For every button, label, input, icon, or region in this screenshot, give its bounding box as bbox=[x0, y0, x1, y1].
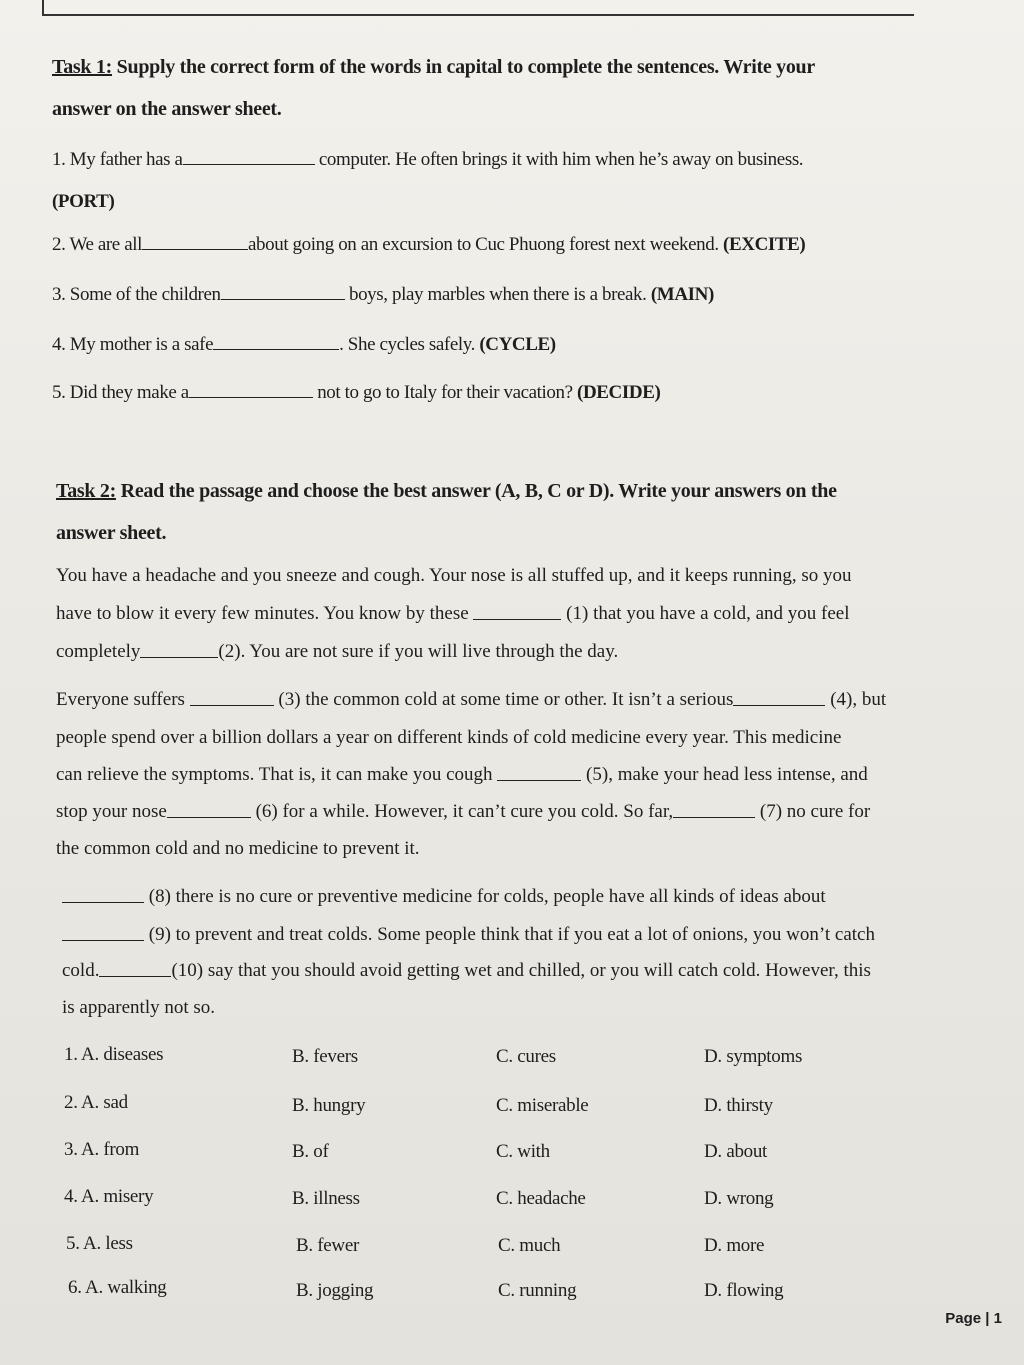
task2-instruction: Read the passage and choose the best answer (A, B, C or D). Write your answers on the bbox=[115, 480, 837, 502]
passage-text: You have a headache and you sneeze and cough. Your nose is all stuffed up, and it keeps running, so you bbox=[56, 565, 852, 586]
task2-heading bbox=[56, 470, 1016, 554]
passage-p3-line-3 bbox=[62, 960, 1010, 982]
passage-text: people spend over a billion dollars a year on different kinds of cold medicine every year. This medicine bbox=[56, 727, 842, 748]
task1-question-4 bbox=[52, 333, 556, 357]
option-1b[interactable]: B. fevers bbox=[292, 1046, 358, 1067]
passage-p2-line-2 bbox=[56, 727, 1010, 749]
question-text: . She cycles safely. bbox=[339, 334, 475, 355]
question-text: computer. He often brings it with him when he’s away on business. bbox=[318, 149, 804, 170]
passage-p3-line-4 bbox=[62, 997, 1010, 1019]
gap-10-blank[interactable] bbox=[99, 960, 171, 977]
passage-text: can relieve the symptoms. That is, it can make you cough bbox=[56, 764, 493, 785]
option-4c[interactable]: C. headache bbox=[496, 1188, 586, 1209]
passage-text: completely bbox=[56, 641, 141, 662]
gap-5-blank[interactable] bbox=[497, 764, 581, 781]
option-3b[interactable]: B. of bbox=[292, 1141, 329, 1162]
top-border-line bbox=[42, 0, 914, 16]
passage-p2-line-4 bbox=[56, 801, 1010, 823]
passage-text: cold. bbox=[62, 960, 100, 981]
task2-instruction-2: answer sheet. bbox=[56, 522, 167, 544]
question-text: about going on an excursion to Cuc Phuong forest next weekend. bbox=[248, 234, 719, 255]
passage-p1-line-2 bbox=[56, 603, 1010, 625]
option-5d[interactable]: D. more bbox=[704, 1235, 765, 1256]
answer-blank[interactable] bbox=[189, 381, 313, 398]
option-6b[interactable]: B. jogging bbox=[296, 1280, 374, 1301]
passage-p1-line-1 bbox=[56, 565, 1010, 587]
passage-text: (10) say that you should avoid getting wet and chilled, or you will catch cold. However, this bbox=[171, 960, 871, 981]
task1-instruction-2: answer on the answer sheet. bbox=[52, 98, 282, 120]
option-6c[interactable]: C. running bbox=[498, 1280, 577, 1301]
task2-label: Task 2: bbox=[56, 480, 116, 502]
option-6d[interactable]: D. flowing bbox=[704, 1280, 784, 1301]
option-6a[interactable]: 6. A. walking bbox=[68, 1277, 167, 1298]
passage-p3-line-1 bbox=[62, 886, 1010, 908]
passage-p1-line-3 bbox=[56, 641, 1010, 663]
option-2d[interactable]: D. thirsty bbox=[704, 1095, 773, 1116]
task1-label: Task 1: bbox=[52, 56, 112, 78]
option-3a[interactable]: 3. A. from bbox=[64, 1139, 140, 1160]
gap-7-blank[interactable] bbox=[673, 801, 755, 818]
passage-text: (4), but bbox=[830, 689, 887, 710]
option-2b[interactable]: B. hungry bbox=[292, 1095, 366, 1116]
option-3c[interactable]: C. with bbox=[496, 1141, 550, 1162]
gap-6-blank[interactable] bbox=[167, 801, 251, 818]
gap-3-blank[interactable] bbox=[190, 689, 274, 706]
option-4b[interactable]: B. illness bbox=[292, 1188, 360, 1209]
question-text: 2. We are all bbox=[52, 234, 142, 255]
passage-text: stop your nose bbox=[56, 801, 167, 822]
question-text: 5. Did they make a bbox=[52, 382, 189, 403]
capital-word: (CYCLE) bbox=[479, 334, 556, 355]
question-text: 3. Some of the children bbox=[52, 284, 221, 305]
task1-question-1 bbox=[52, 148, 803, 172]
passage-text: (8) there is no cure or preventive medicine for colds, people have all kinds of ideas about bbox=[148, 886, 826, 907]
passage-text: (7) no cure for bbox=[759, 801, 871, 822]
option-2a[interactable]: 2. A. sad bbox=[64, 1092, 128, 1113]
passage-p2-line-1 bbox=[56, 689, 1010, 711]
option-4a[interactable]: 4. A. misery bbox=[64, 1186, 154, 1207]
passage-text: (3) the common cold at some time or other. It isn’t a serious bbox=[278, 689, 734, 710]
gap-8-blank[interactable] bbox=[62, 886, 144, 903]
option-3d[interactable]: D. about bbox=[704, 1141, 768, 1162]
question-text: not to go to Italy for their vacation? bbox=[317, 382, 573, 403]
task1-heading bbox=[52, 46, 1012, 130]
page-number: Page | 1 bbox=[945, 1310, 1002, 1327]
passage-p2-line-5 bbox=[56, 838, 1010, 860]
option-1d[interactable]: D. symptoms bbox=[704, 1046, 803, 1067]
gap-1-blank[interactable] bbox=[473, 603, 561, 620]
option-4d[interactable]: D. wrong bbox=[704, 1188, 774, 1209]
gap-9-blank[interactable] bbox=[62, 924, 144, 941]
option-1a[interactable]: 1. A. diseases bbox=[64, 1044, 164, 1065]
option-1c[interactable]: C. cures bbox=[496, 1046, 556, 1067]
task1-question-3 bbox=[52, 283, 714, 307]
task1-instruction: Supply the correct form of the words in capital to complete the sentences. Write your bbox=[111, 56, 815, 78]
task1-question-1-word: (PORT) bbox=[52, 191, 115, 212]
passage-text: have to blow it every few minutes. You know by these bbox=[56, 603, 469, 624]
capital-word: (DECIDE) bbox=[577, 382, 661, 403]
option-5a[interactable]: 5. A. less bbox=[66, 1233, 133, 1254]
question-text: 1. My father has a bbox=[52, 149, 183, 170]
passage-text: is apparently not so. bbox=[62, 997, 216, 1018]
option-2c[interactable]: C. miserable bbox=[496, 1095, 589, 1116]
gap-2-blank[interactable] bbox=[140, 641, 218, 658]
passage-text: Everyone suffers bbox=[56, 689, 185, 710]
question-text: 4. My mother is a safe bbox=[52, 334, 214, 355]
task1-question-5 bbox=[52, 381, 660, 405]
passage-text: the common cold and no medicine to prevent it. bbox=[56, 838, 420, 859]
passage-text: (6) for a while. However, it can’t cure you cold. So far, bbox=[255, 801, 674, 822]
option-5c[interactable]: C. much bbox=[498, 1235, 561, 1256]
passage-text: (5), make your head less intense, and bbox=[586, 764, 868, 785]
gap-4-blank[interactable] bbox=[733, 689, 825, 706]
passage-text: (2). You are not sure if you will live through the day. bbox=[218, 641, 619, 662]
passage-p3-line-2 bbox=[62, 924, 1010, 946]
passage-text: (1) that you have a cold, and you feel bbox=[566, 603, 850, 624]
capital-word: (MAIN) bbox=[650, 284, 714, 305]
answer-blank[interactable] bbox=[183, 148, 315, 165]
passage-p2-line-3 bbox=[56, 764, 1010, 786]
answer-blank[interactable] bbox=[142, 233, 248, 250]
answer-blank[interactable] bbox=[213, 333, 339, 350]
question-text: boys, play marbles when there is a break. bbox=[348, 284, 647, 305]
capital-word: (EXCITE) bbox=[723, 234, 806, 255]
option-5b[interactable]: B. fewer bbox=[296, 1235, 360, 1256]
task1-question-2 bbox=[52, 233, 805, 257]
passage-text: (9) to prevent and treat colds. Some people think that if you eat a lot of onions, you won’t catch bbox=[148, 924, 875, 945]
answer-blank[interactable] bbox=[221, 283, 345, 300]
